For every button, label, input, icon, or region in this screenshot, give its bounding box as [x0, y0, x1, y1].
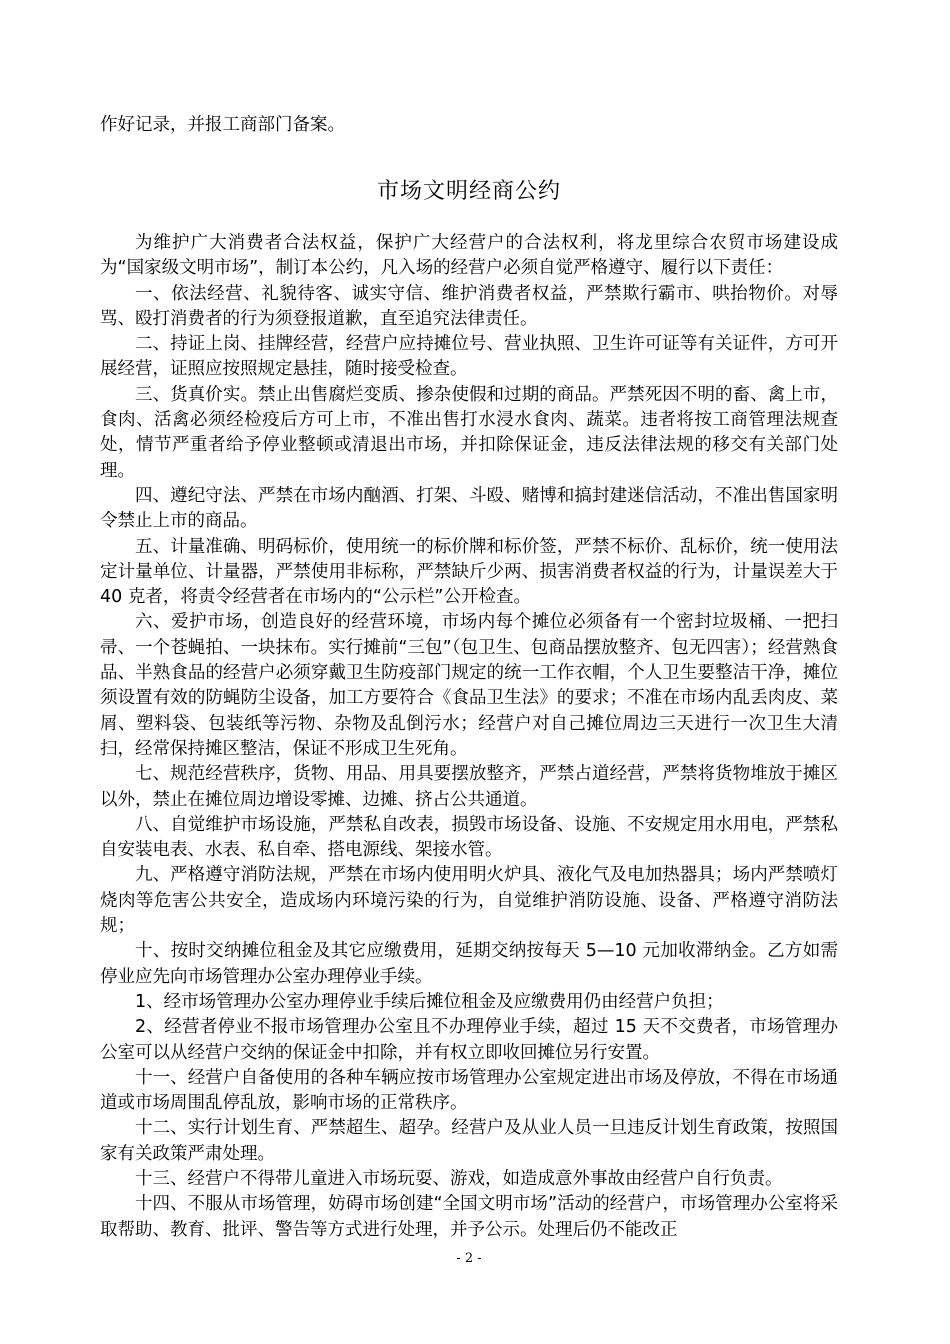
paragraph-clause-3: 三、货真价实。禁止出售腐烂变质、掺杂使假和过期的商品。严禁死因不明的畜、禽上市，食肉、活禽必须经检疫后方可上市，不准出售打水浸水食肉、蔬菜。违者将按工商管理法规查处，情节严重者给予停业整顿或清退出市场，并扣除保证金，违反法律法规的移交有关部门处理。: [100, 384, 838, 481]
paragraph-clause-10: 十、按时交纳摊位租金及其它应缴费用，延期交纳按每天 5—10 元加收滞纳金。乙方如需停业应先向市场管理办公室办理停业手续。: [100, 941, 838, 987]
paragraph-clause-11: 十一、经营户自备使用的各种车辆应按市场管理办公室规定进出市场及停放，不得在市场通道或市场周围乱停乱放，影响市场的正常秩序。: [100, 1067, 838, 1114]
paragraph-clause-5: 五、计量准确、明码标价，使用统一的标价牌和标价签，严禁不标价、乱标价，统一使用法定计量单位、计量器，严禁使用非标称，严禁缺斤少两、损害消费者权益的行为，计量误差大于 40 克者，将责令经营者在市场内的“公示栏”公开检查。: [100, 536, 838, 608]
paragraph-clause-2: 二、持证上岗、挂牌经营，经营户应持摊位号、营业执照、卫生许可证等有关证件，方可开展经营，证照应按照规定悬挂，随时接受检查。: [100, 334, 838, 380]
paragraph-clause-6: 六、爱护市场，创造良好的经营环境，市场内每个摊位必须备有一个密封垃圾桶、一把扫帚、一个苍蝇拍、一块抹布。实行摊前“三包”（包卫生、包商品摆放整齐、包无四害）；经营熟食品、半熟食品的经营户必须穿戴卫生防疫部门规定的统一工作衣帽，个人卫生要整洁干净，摊位须设置有效的防蝇防尘设备，加工方要符合《食品卫生法》的要求；不准在市场内乱丢肉皮、菜屑、塑料袋、包装纸等污物、杂物及乱倒污水；经营户对自己摊位周边三天进行一次卫生大清扫，经常保持摊区整洁，保证不形成卫生死角。: [100, 612, 838, 759]
paragraph-clause-4: 四、遵纪守法、严禁在市场内酗酒、打架、斗殴、赌博和搞封建迷信活动，不准出售国家明令禁止上市的商品。: [100, 485, 838, 532]
continued-text-line: 作好记录，并报工商部门备案。: [100, 115, 345, 135]
document-body: [100, 231, 838, 1243]
paragraph-clause-8: 八、自觉维护市场设施，严禁私自改表，损毁市场设备、设施、不安规定用水用电，严禁私自安装电表、水表、私自牵、搭电源线、架接水管。: [100, 814, 838, 861]
page-number: - 2 -: [456, 1251, 482, 1266]
paragraph-clause-12: 十二、实行计划生育、严禁超生、超孕。经营户及从业人员一旦违反计划生育政策，按照国家有关政策严肃处理。: [100, 1118, 838, 1164]
paragraph-clause-13: 十三、经营户不得带儿童进入市场玩耍、游戏，如造成意外事故由经营户自行负责。: [135, 1168, 783, 1189]
document-title: 市场文明经商公约: [376, 179, 561, 204]
paragraph-clause-14: 十四、不服从市场管理，妨碍市场创建“全国文明市场”活动的经营户，市场管理办公室将采取帮助、教育、批评、警告等方式进行处理，并予公示。处理后仍不能改正: [100, 1194, 838, 1240]
paragraph-clause-9: 九、严格遵守消防法规，严禁在市场内使用明火炉具、液化气及电加热器具；场内严禁喷灯烧肉等危害公共安全，造成场内环境污染的行为，自觉维护消防设施、设备、严格遵守消防法规；: [100, 865, 838, 937]
paragraph-subclause-10-1: 1、经市场管理办公室办理停业手续后摊位租金及应缴费用仍由经营户负担；: [135, 991, 724, 1012]
paragraph-clause-7: 七、规范经营秩序，货物、用品、用具要摆放整齐，严禁占道经营，严禁将货物堆放于摊区以外，禁止在摊位周边增设零摊、边摊、挤占公共通道。: [100, 764, 838, 810]
paragraph-clause-1: 一、依法经营、礼貌待客、诚实守信、维护消费者权益，严禁欺行霸市、哄抬物价。对辱骂、殴打消费者的行为须登报道歉，直至追究法律责任。: [100, 283, 838, 329]
paragraph-preamble: 为维护广大消费者合法权益，保护广大经营户的合法权利，将龙里综合农贸市场建设成为“国家级文明市场”，制订本公约，凡入场的经营户必须自觉严格遵守、履行以下责任：: [100, 233, 838, 279]
paragraph-subclause-10-2: 2、经营者停业不报市场管理办公室且不办理停业手续，超过 15 天不交费者，市场管理办公室可以从经营户交纳的保证金中扣除，并有权立即收回摊位另行安置。: [100, 1017, 838, 1063]
